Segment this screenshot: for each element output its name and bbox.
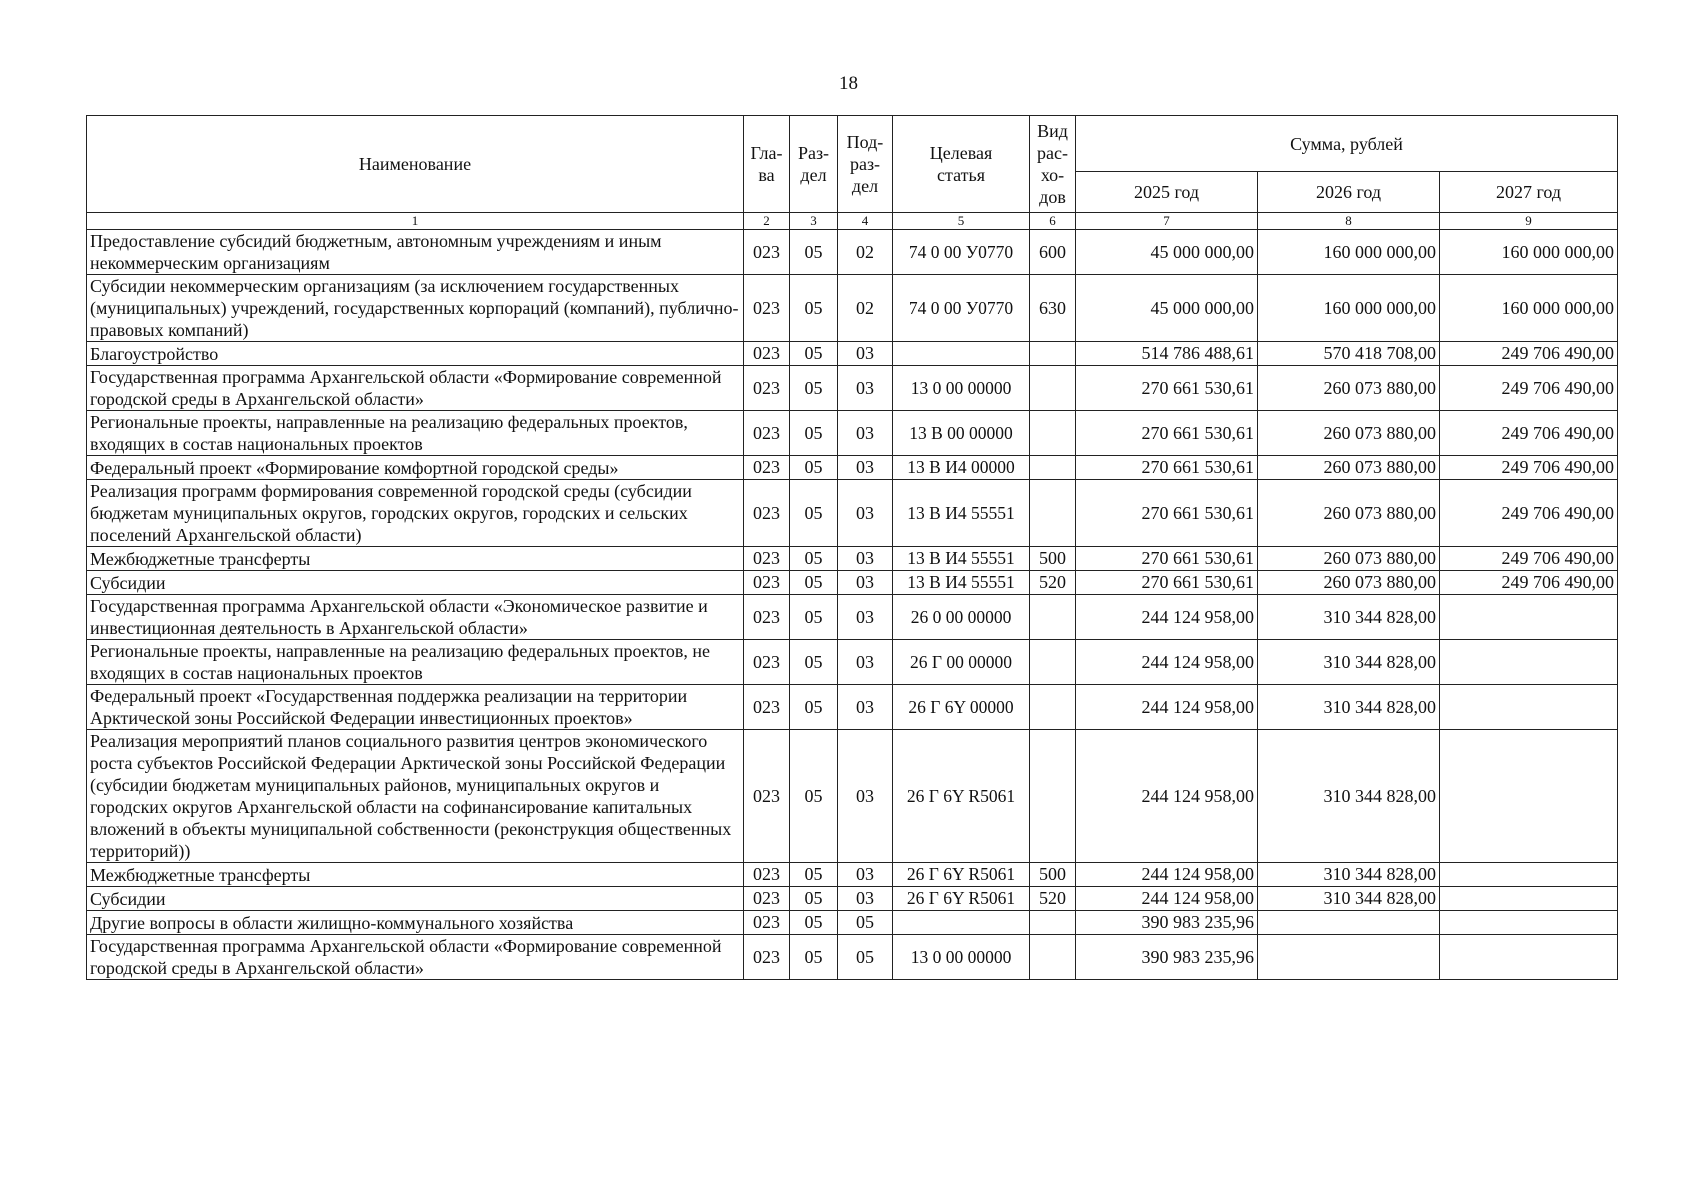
header-name: Наименование [87, 116, 744, 213]
row-expense-type [1030, 911, 1076, 935]
row-subsection: 03 [838, 480, 893, 547]
table-row [87, 730, 1618, 863]
row-expense-type: 500 [1030, 863, 1076, 887]
row-amount-2025: 244 124 958,00 [1076, 640, 1258, 685]
row-subsection: 03 [838, 342, 893, 366]
row-chapter: 023 [744, 685, 790, 730]
row-subsection: 03 [838, 887, 893, 911]
row-chapter: 023 [744, 480, 790, 547]
header-expense-type: Вид рас- хо- дов [1030, 116, 1076, 213]
row-name: Другие вопросы в области жилищно-коммунального хозяйства [87, 911, 744, 935]
row-chapter: 023 [744, 911, 790, 935]
row-target-article [893, 911, 1030, 935]
row-target-article: 13 В И4 00000 [893, 456, 1030, 480]
row-chapter: 023 [744, 547, 790, 571]
row-amount-2026: 160 000 000,00 [1258, 230, 1440, 275]
row-target-article: 13 В И4 55551 [893, 547, 1030, 571]
row-name: Государственная программа Архангельской области «Формирование современной городской среды в Архангельской области» [87, 935, 744, 980]
row-name: Государственная программа Архангельской области «Экономическое развитие и инвестиционная деятельность в Архангельской области» [87, 595, 744, 640]
row-amount-2027: 249 706 490,00 [1440, 342, 1618, 366]
row-target-article: 26 Г 6Y R5061 [893, 887, 1030, 911]
row-expense-type [1030, 935, 1076, 980]
row-target-article: 74 0 00 У0770 [893, 275, 1030, 342]
table-row [87, 366, 1618, 411]
row-subsection: 03 [838, 571, 893, 595]
row-name: Субсидии некоммерческим организациям (за исключением государственных (муниципальных) учреждений, государственных корпораций (компаний), публично-правовых компаний) [87, 275, 744, 342]
page-number: 18 [839, 73, 858, 94]
row-chapter: 023 [744, 730, 790, 863]
column-number: 4 [838, 213, 893, 230]
table-row [87, 640, 1618, 685]
row-amount-2027 [1440, 935, 1618, 980]
column-number: 1 [87, 213, 744, 230]
row-amount-2025: 244 124 958,00 [1076, 887, 1258, 911]
row-section: 05 [790, 730, 838, 863]
row-amount-2027 [1440, 640, 1618, 685]
row-target-article: 74 0 00 У0770 [893, 230, 1030, 275]
row-chapter: 023 [744, 640, 790, 685]
row-expense-type: 500 [1030, 547, 1076, 571]
row-amount-2027: 160 000 000,00 [1440, 275, 1618, 342]
row-amount-2026: 260 073 880,00 [1258, 456, 1440, 480]
row-subsection: 03 [838, 366, 893, 411]
row-chapter: 023 [744, 411, 790, 456]
table-row [87, 911, 1618, 935]
row-name: Государственная программа Архангельской области «Формирование современной городской среды в Архангельской области» [87, 366, 744, 411]
row-amount-2027 [1440, 595, 1618, 640]
row-amount-2026: 310 344 828,00 [1258, 730, 1440, 863]
table-row [87, 571, 1618, 595]
row-section: 05 [790, 230, 838, 275]
row-subsection: 03 [838, 411, 893, 456]
row-expense-type: 520 [1030, 571, 1076, 595]
table-row [87, 863, 1618, 887]
row-section: 05 [790, 935, 838, 980]
row-target-article: 26 Г 00 00000 [893, 640, 1030, 685]
row-expense-type [1030, 456, 1076, 480]
row-amount-2026: 260 073 880,00 [1258, 480, 1440, 547]
header-chapter: Гла- ва [744, 116, 790, 213]
row-amount-2027: 249 706 490,00 [1440, 547, 1618, 571]
row-amount-2025: 514 786 488,61 [1076, 342, 1258, 366]
row-name: Межбюджетные трансферты [87, 547, 744, 571]
row-target-article: 26 Г 6Y R5061 [893, 863, 1030, 887]
row-amount-2026: 310 344 828,00 [1258, 595, 1440, 640]
header-year-2025: 2025 год [1076, 172, 1258, 213]
row-section: 05 [790, 863, 838, 887]
row-subsection: 03 [838, 863, 893, 887]
row-amount-2026: 160 000 000,00 [1258, 275, 1440, 342]
row-amount-2025: 270 661 530,61 [1076, 456, 1258, 480]
table-row [87, 685, 1618, 730]
column-number: 5 [893, 213, 1030, 230]
table-row [87, 275, 1618, 342]
row-name: Субсидии [87, 571, 744, 595]
row-amount-2026: 260 073 880,00 [1258, 411, 1440, 456]
row-amount-2025: 270 661 530,61 [1076, 411, 1258, 456]
table-row [87, 411, 1618, 456]
row-amount-2026 [1258, 935, 1440, 980]
row-amount-2025: 390 983 235,96 [1076, 935, 1258, 980]
table-row [87, 595, 1618, 640]
row-target-article: 13 0 00 00000 [893, 935, 1030, 980]
row-target-article: 13 В И4 55551 [893, 571, 1030, 595]
row-name: Федеральный проект «Формирование комфортной городской среды» [87, 456, 744, 480]
row-section: 05 [790, 547, 838, 571]
row-subsection: 03 [838, 730, 893, 863]
row-section: 05 [790, 411, 838, 456]
row-expense-type [1030, 595, 1076, 640]
row-expense-type: 630 [1030, 275, 1076, 342]
row-subsection: 02 [838, 275, 893, 342]
row-subsection: 03 [838, 640, 893, 685]
row-target-article: 13 В И4 55551 [893, 480, 1030, 547]
row-expense-type [1030, 366, 1076, 411]
table-row [87, 230, 1618, 275]
row-subsection: 05 [838, 911, 893, 935]
row-name: Предоставление субсидий бюджетным, автономным учреждениям и иным некоммерческим организациям [87, 230, 744, 275]
row-amount-2026: 310 344 828,00 [1258, 863, 1440, 887]
row-subsection: 03 [838, 547, 893, 571]
row-target-article: 26 0 00 00000 [893, 595, 1030, 640]
row-name: Региональные проекты, направленные на реализацию федеральных проектов, не входящих в состав национальных проектов [87, 640, 744, 685]
row-amount-2027 [1440, 685, 1618, 730]
row-amount-2027: 249 706 490,00 [1440, 456, 1618, 480]
row-expense-type [1030, 342, 1076, 366]
row-chapter: 023 [744, 595, 790, 640]
row-subsection: 03 [838, 595, 893, 640]
column-number: 9 [1440, 213, 1618, 230]
row-subsection: 05 [838, 935, 893, 980]
row-chapter: 023 [744, 230, 790, 275]
row-amount-2027: 160 000 000,00 [1440, 230, 1618, 275]
column-number: 2 [744, 213, 790, 230]
row-chapter: 023 [744, 456, 790, 480]
row-amount-2025: 270 661 530,61 [1076, 547, 1258, 571]
row-subsection: 03 [838, 685, 893, 730]
row-target-article: 26 Г 6Y R5061 [893, 730, 1030, 863]
row-name: Федеральный проект «Государственная поддержка реализации на территории Арктической зоны Российской Федерации инвестиционных проектов» [87, 685, 744, 730]
row-name: Реализация программ формирования современной городской среды (субсидии бюджетам муниципальных округов, городских округов, городских и сельских поселений Архангельской области) [87, 480, 744, 547]
row-subsection: 02 [838, 230, 893, 275]
row-expense-type: 520 [1030, 887, 1076, 911]
row-amount-2025: 270 661 530,61 [1076, 571, 1258, 595]
row-amount-2026: 310 344 828,00 [1258, 685, 1440, 730]
row-target-article: 26 Г 6Y 00000 [893, 685, 1030, 730]
row-section: 05 [790, 366, 838, 411]
row-amount-2025: 270 661 530,61 [1076, 480, 1258, 547]
row-section: 05 [790, 685, 838, 730]
row-target-article: 13 В 00 00000 [893, 411, 1030, 456]
table-row [87, 456, 1618, 480]
row-amount-2026: 260 073 880,00 [1258, 547, 1440, 571]
row-expense-type [1030, 640, 1076, 685]
row-amount-2027: 249 706 490,00 [1440, 480, 1618, 547]
row-amount-2026: 310 344 828,00 [1258, 640, 1440, 685]
row-amount-2026: 310 344 828,00 [1258, 887, 1440, 911]
row-target-article [893, 342, 1030, 366]
table-row [87, 480, 1618, 547]
row-amount-2025: 390 983 235,96 [1076, 911, 1258, 935]
row-amount-2025: 45 000 000,00 [1076, 275, 1258, 342]
row-chapter: 023 [744, 342, 790, 366]
row-section: 05 [790, 640, 838, 685]
row-expense-type: 600 [1030, 230, 1076, 275]
header-year-2027: 2027 год [1440, 172, 1618, 213]
table-row [87, 935, 1618, 980]
row-amount-2026: 260 073 880,00 [1258, 571, 1440, 595]
row-subsection: 03 [838, 456, 893, 480]
row-amount-2027 [1440, 887, 1618, 911]
row-amount-2025: 244 124 958,00 [1076, 730, 1258, 863]
row-chapter: 023 [744, 275, 790, 342]
row-section: 05 [790, 480, 838, 547]
table-body [87, 230, 1618, 980]
row-name: Субсидии [87, 887, 744, 911]
header-target-article: Целевая статья [893, 116, 1030, 213]
column-number: 8 [1258, 213, 1440, 230]
row-amount-2027 [1440, 911, 1618, 935]
row-name: Реализация мероприятий планов социального развития центров экономического роста субъектов Российской Федерации Арктической зоны Российской Федерации (субсидии бюджетам муниципальных районов, муниципальных округов и городских округов Архангельской области на софинансирование капитальных вложений в объекты муниципальной собственности (реконструкция общественных территорий)) [87, 730, 744, 863]
row-section: 05 [790, 456, 838, 480]
row-amount-2025: 270 661 530,61 [1076, 366, 1258, 411]
row-section: 05 [790, 571, 838, 595]
row-name: Благоустройство [87, 342, 744, 366]
row-section: 05 [790, 342, 838, 366]
column-number: 6 [1030, 213, 1076, 230]
row-amount-2027 [1440, 730, 1618, 863]
header-sum: Сумма, рублей [1076, 116, 1618, 172]
row-amount-2026: 260 073 880,00 [1258, 366, 1440, 411]
budget-table [86, 115, 1618, 980]
column-number-row [87, 213, 1618, 230]
table-row [87, 342, 1618, 366]
row-section: 05 [790, 911, 838, 935]
row-amount-2027 [1440, 863, 1618, 887]
row-amount-2025: 244 124 958,00 [1076, 863, 1258, 887]
row-expense-type [1030, 685, 1076, 730]
column-number: 3 [790, 213, 838, 230]
row-expense-type [1030, 480, 1076, 547]
row-amount-2027: 249 706 490,00 [1440, 411, 1618, 456]
header-subsection: Под- раз- дел [838, 116, 893, 213]
table-row [87, 547, 1618, 571]
row-amount-2026 [1258, 911, 1440, 935]
row-section: 05 [790, 275, 838, 342]
row-name: Региональные проекты, направленные на реализацию федеральных проектов, входящих в состав национальных проектов [87, 411, 744, 456]
column-number: 7 [1076, 213, 1258, 230]
row-target-article: 13 0 00 00000 [893, 366, 1030, 411]
row-amount-2026: 570 418 708,00 [1258, 342, 1440, 366]
row-chapter: 023 [744, 935, 790, 980]
row-amount-2025: 244 124 958,00 [1076, 595, 1258, 640]
row-amount-2025: 45 000 000,00 [1076, 230, 1258, 275]
row-name: Межбюджетные трансферты [87, 863, 744, 887]
row-chapter: 023 [744, 571, 790, 595]
row-expense-type [1030, 730, 1076, 863]
row-chapter: 023 [744, 887, 790, 911]
header-section: Раз- дел [790, 116, 838, 213]
row-chapter: 023 [744, 366, 790, 411]
row-amount-2025: 244 124 958,00 [1076, 685, 1258, 730]
row-expense-type [1030, 411, 1076, 456]
row-section: 05 [790, 595, 838, 640]
header-year-2026: 2026 год [1258, 172, 1440, 213]
row-amount-2027: 249 706 490,00 [1440, 571, 1618, 595]
row-chapter: 023 [744, 863, 790, 887]
row-amount-2027: 249 706 490,00 [1440, 366, 1618, 411]
row-section: 05 [790, 887, 838, 911]
table-row [87, 887, 1618, 911]
